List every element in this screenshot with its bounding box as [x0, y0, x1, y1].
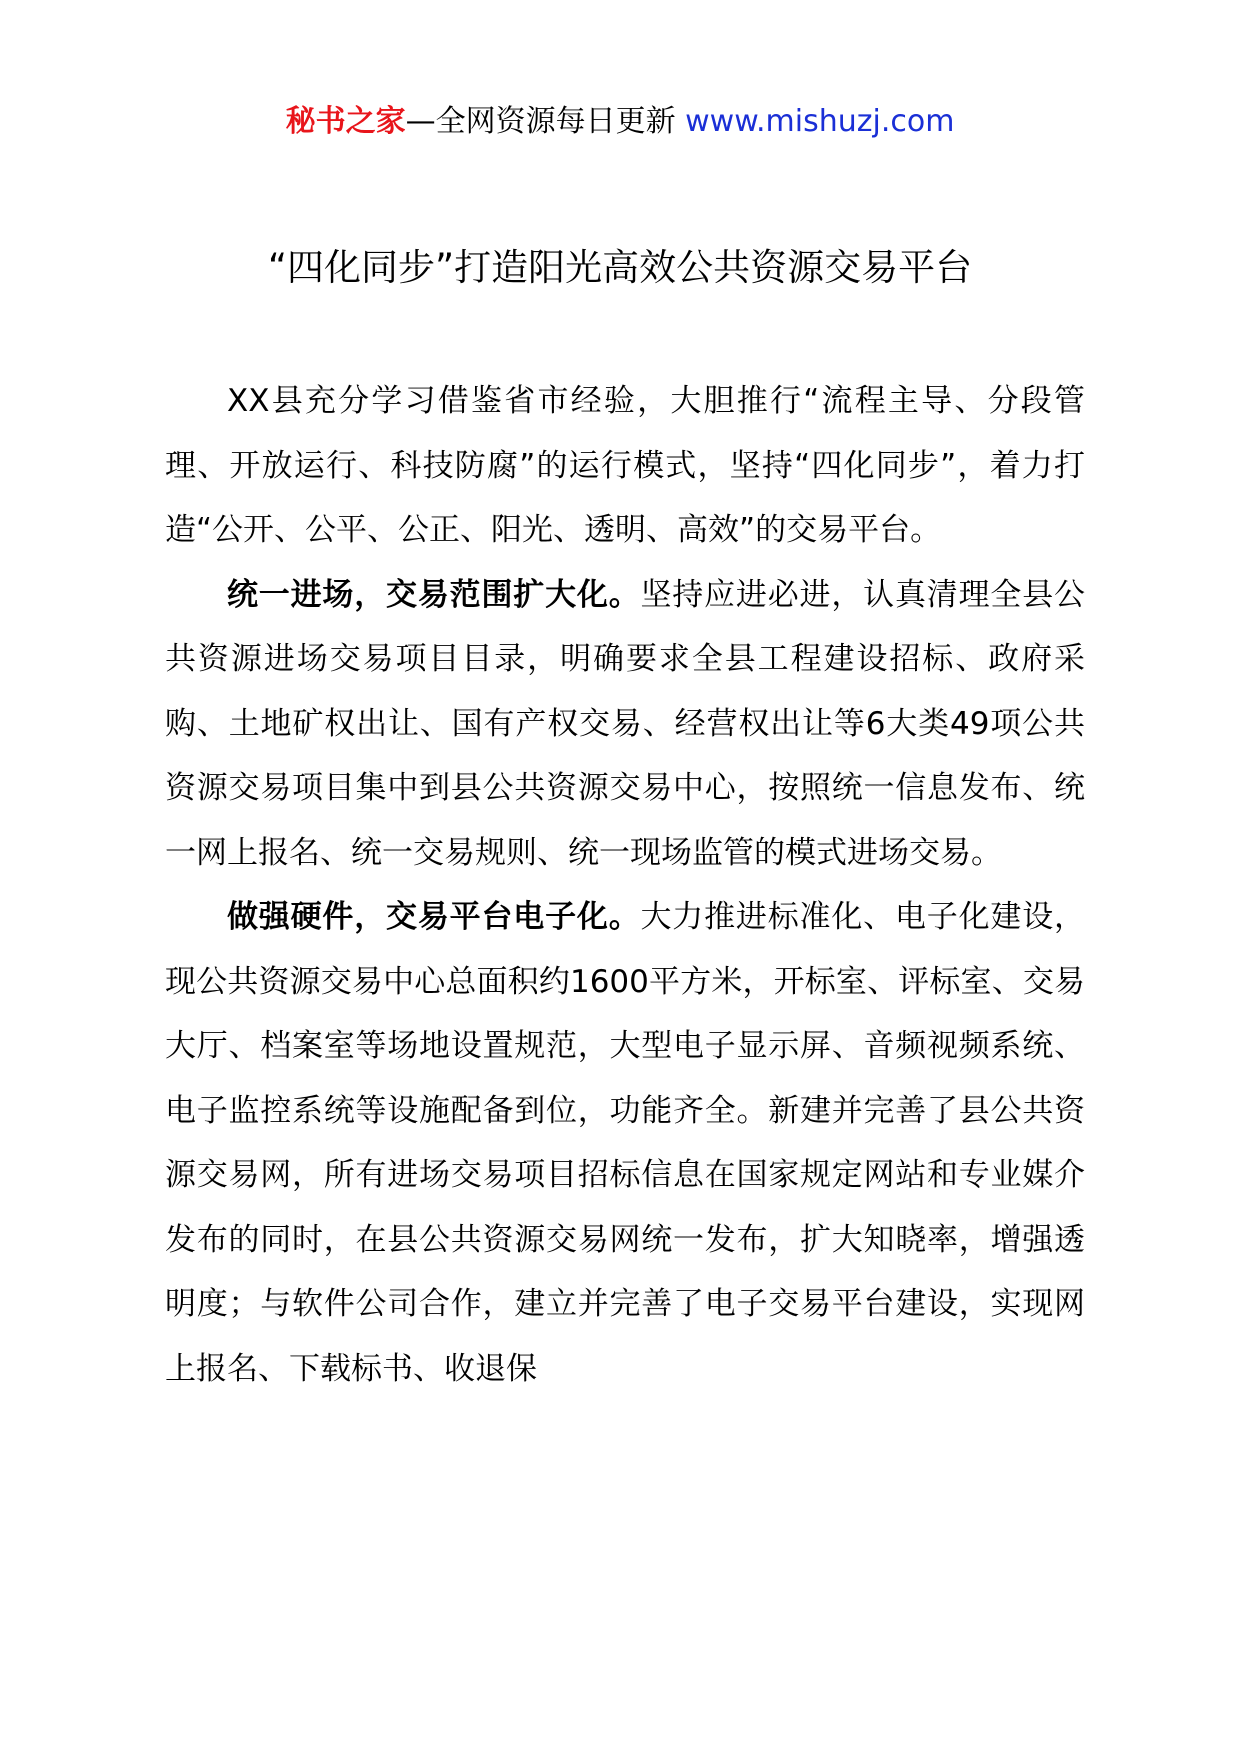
paragraph-lead: 做强硬件，交易平台电子化。: [227, 899, 641, 935]
paragraph-electronic-platform: [165, 885, 1085, 1401]
site-url-link[interactable]: www.mishuzj.com: [685, 104, 955, 139]
document-body: [165, 369, 1085, 1401]
paragraph-text: 大力推进标准化、电子化建设，现公共资源交易中心总面积约1600平方米，开标室、评标室、交易大厅、档案室等场地设置规范，大型电子显示屏、音频视频系统、电子监控系统等设施配备到位，功能齐全。新建并完善了县公共资源交易网，所有进场交易项目招标信息在国家规定网站和专业媒介发布的同时，在县公共资源交易网统一发布，扩大知晓率，增强透明度；与软件公司合作，建立并完善了电子交易平台建设，实现网上报名、下载标书、收退保: [165, 899, 1085, 1387]
paragraph-intro: [165, 369, 1085, 563]
document-title: “四化同步”打造阳光高效公共资源交易平台: [267, 246, 973, 289]
site-header: [0, 100, 1240, 144]
site-brand: 秘书之家: [285, 104, 406, 139]
site-tagline: —全网资源每日更新: [405, 104, 676, 139]
paragraph-text: XX县充分学习借鉴省市经验，大胆推行“流程主导、分段管理、开放运行、科技防腐”的运行模式，坚持“四化同步”，着力打造“公开、公平、公正、阳光、透明、高效”的交易平台。: [165, 383, 1085, 548]
paragraph-text: 坚持应进必进，认真清理全县公共资源进场交易项目目录，明确要求全县工程建设招标、政府采购、土地矿权出让、国有产权交易、经营权出让等6大类49项公共资源交易项目集中到县公共资源交易中心，按照统一信息发布、统一网上报名、统一交易规则、统一现场监管的模式进场交易。: [165, 576, 1085, 871]
paragraph-lead: 统一进场，交易范围扩大化。: [227, 576, 641, 613]
paragraph-unified-entry: [165, 563, 1085, 886]
